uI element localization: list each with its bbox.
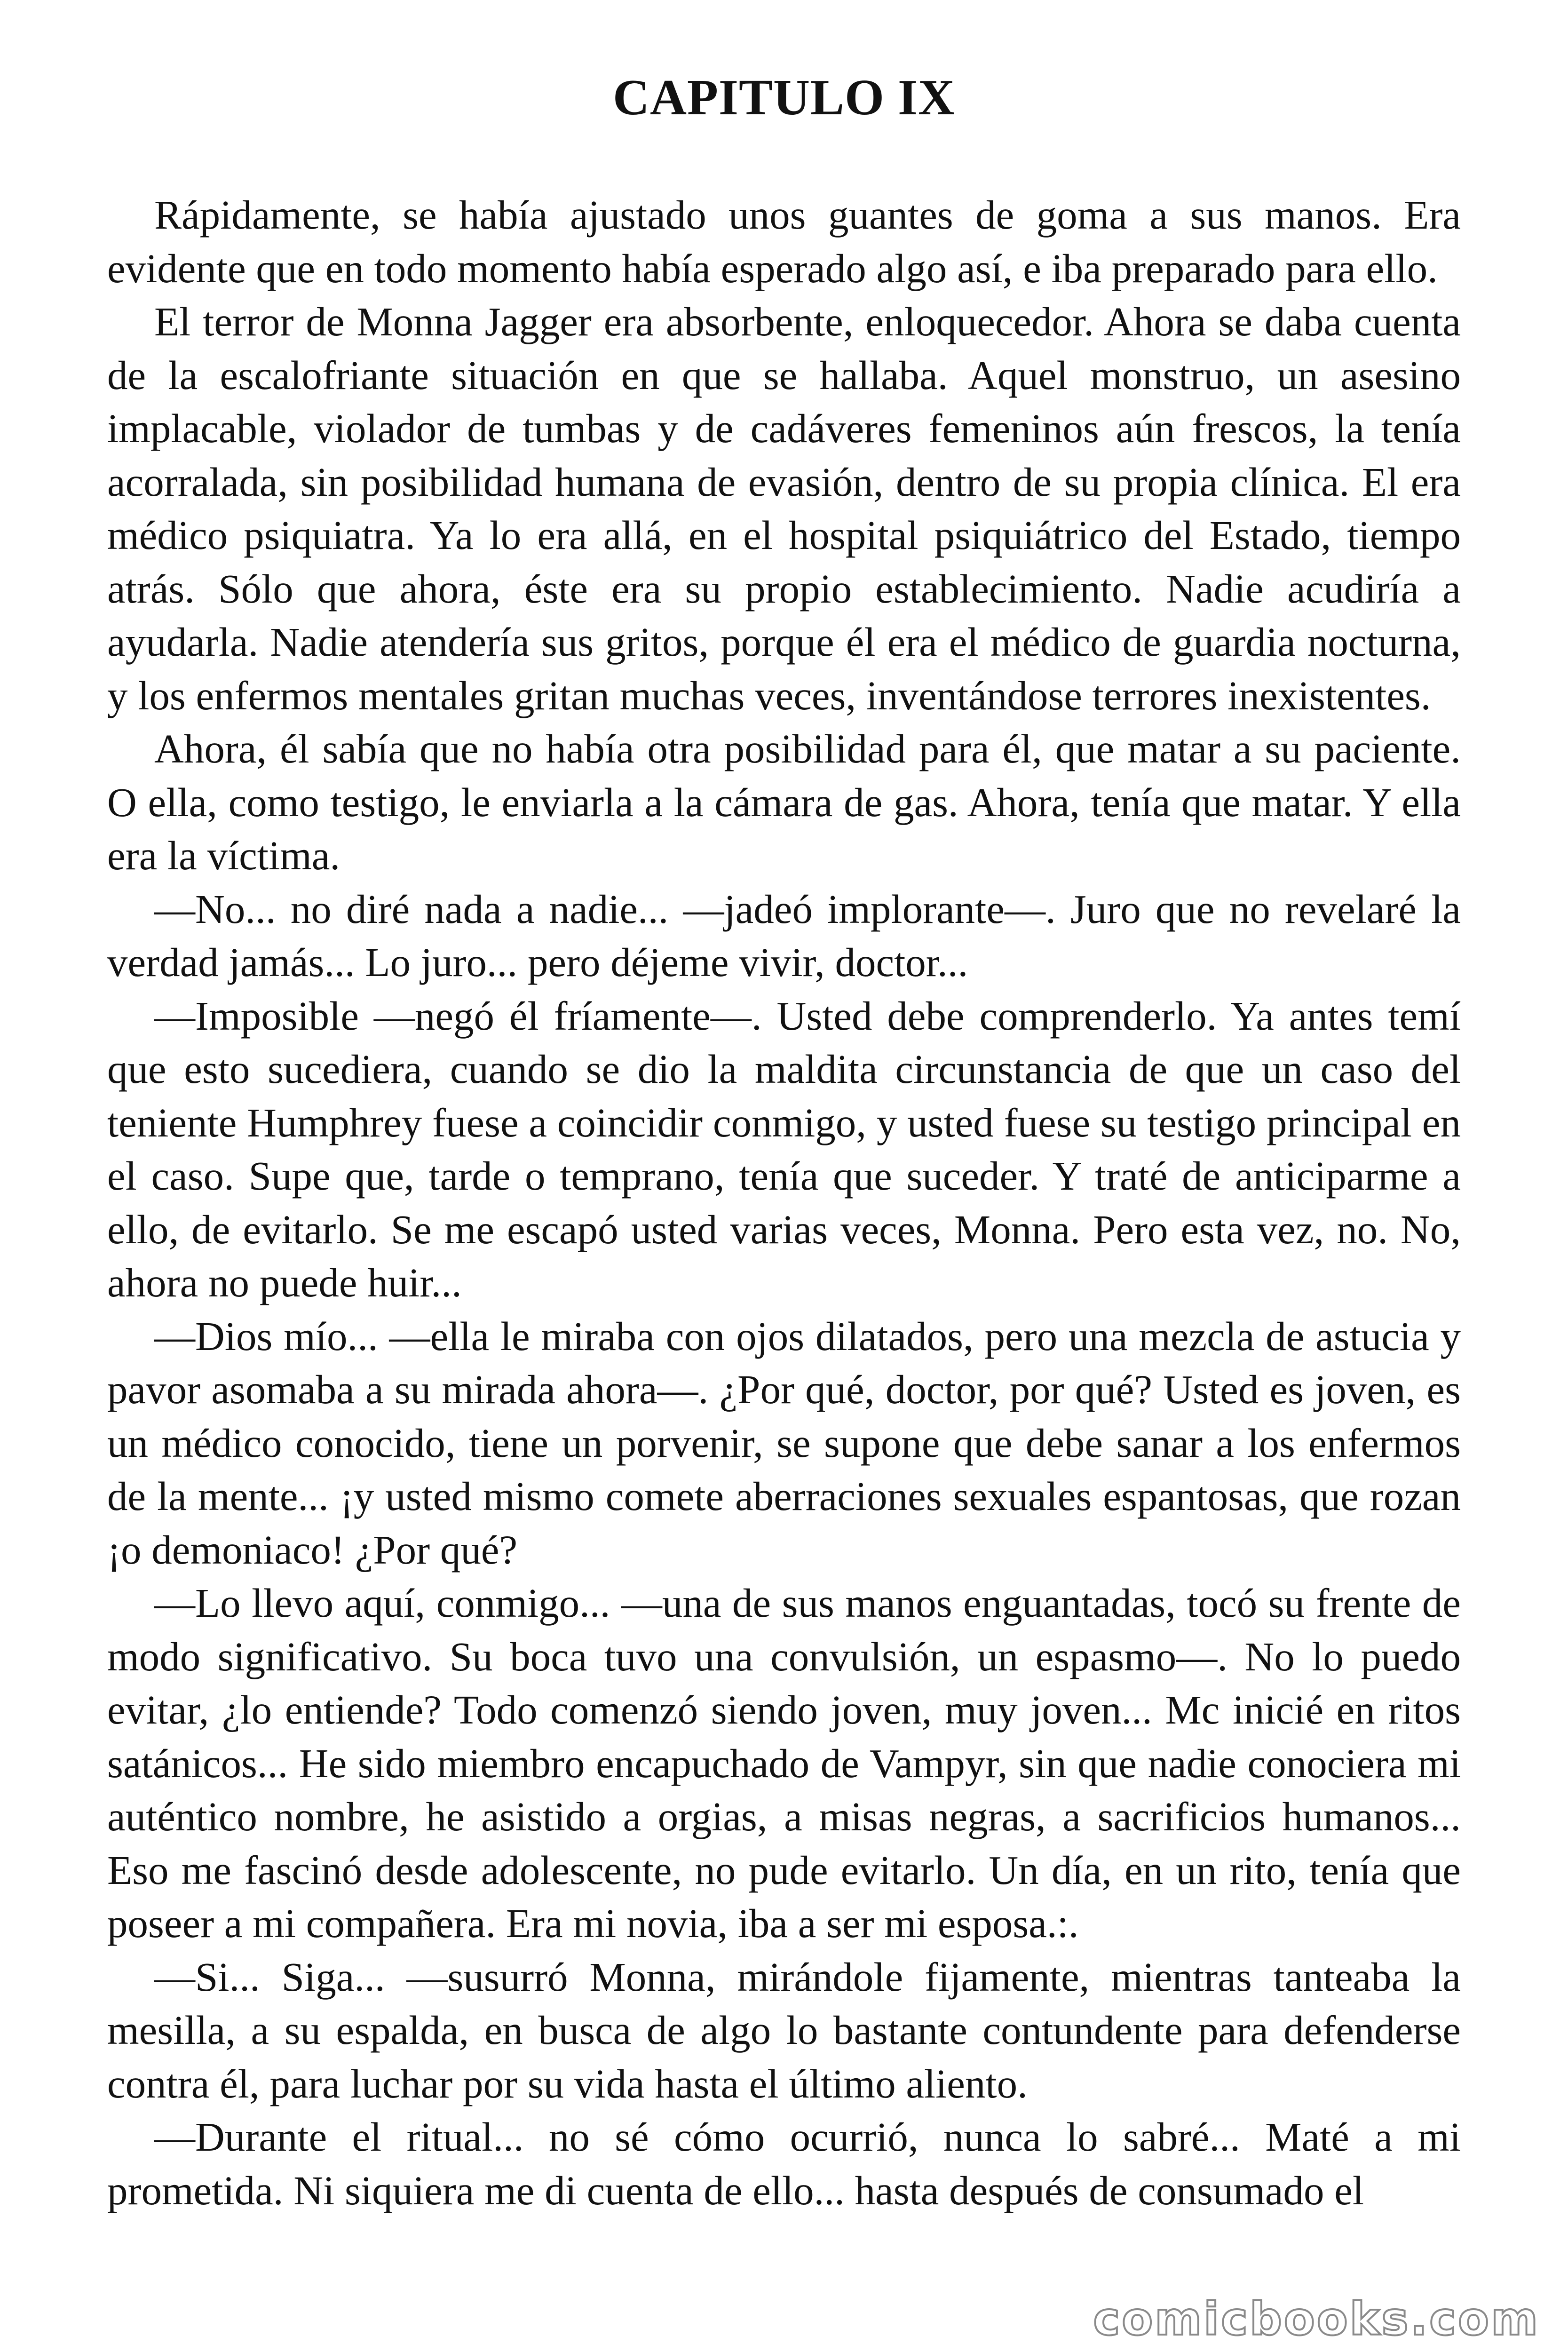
paragraph-8: —Si... Siga... —susurró Monna, mirándole fijamente, mientras tanteaba la mesilla, a su espalda, en busca de algo lo bastante contundente para defenderse contra él, para luchar por su vida hasta el último aliento. [107, 1954, 1461, 2106]
paragraph-7: —Lo llevo aquí, conmigo... —una de sus manos enguantadas, tocó su frente de modo significativo. Su boca tuvo una convulsión, un espasmo—. No lo puedo evitar, ¿lo entiende? Todo comenzó siendo joven, muy joven... Mc inicié en ritos satánicos... He sido miembro encapuchado de Vampyr, sin que nadie conociera mi auténtico nombre, he asistido a orgias, a misas negras, a sacrificios humanos... Eso me fascinó desde adolescente, no pude evitarlo. Un día, en un rito, tenía que poseer a mi compañera. Era mi novia, iba a ser mi esposa.:. [107, 1580, 1461, 1946]
paragraph-5: —Imposible —negó él fríamente—. Usted debe comprenderlo. Ya antes temí que esto sucediera, cuando se dio la maldita circunstancia de que un caso del teniente Humphrey fuese a coincidir conmigo, y usted fuese su testigo principal en el caso. Supe que, tarde o temprano, tenía que suceder. Y traté de anticiparme a ello, de evitarlo. Se me escapó usted varias veces, Monna. Pero esta vez, no. No, ahora no puede huir... [107, 993, 1461, 1305]
paragraph-6: —Dios mío... —ella le miraba con ojos dilatados, pero una mezcla de astucia y pavor asomaba a su mirada ahora—. ¿Por qué, doctor, por qué? Usted es joven, es un médico conocido, tiene un porvenir, se supone que debe sanar a los enfermos de la mente... ¡y usted mismo comete aberraciones sexuales espantosas, que rozan ¡o demoniaco! ¿Por qué? [107, 1313, 1461, 1573]
paragraph-9: —Durante el ritual... no sé cómo ocurrió, nunca lo sabré... Maté a mi prometida. Ni siquiera me di cuenta de ello... hasta después de consumado el [107, 2114, 1461, 2213]
paragraph-2: El terror de Monna Jagger era absorbente, enloquecedor. Ahora se daba cuenta de la escalofriante situación en que se hallaba. Aquel monstruo, un asesino implacable, violador de tumbas y de cadáveres femeninos aún frescos, la tenía acorralada, sin posibilidad humana de evasión, dentro de su propia clínica. El era médico psiquiatra. Ya lo era allá, en el hospital psiquiátrico del Estado, tiempo atrás. Sólo que ahora, éste era su propio establecimiento. Nadie acudiría a ayudarla. Nadie atendería sus gritos, porque él era el médico de guardia nocturna, y los enfermos mentales gritan muchas veces, inventándose terrores inexistentes. [107, 299, 1461, 718]
paragraph-3: Ahora, él sabía que no había otra posibilidad para él, que matar a su paciente. O ella, como testigo, le enviarla a la cámara de gas. Ahora, tenía que matar. Y ella era la víctima. [107, 726, 1461, 878]
paragraph-4: —No... no diré nada a nadie... —jadeó implorante—. Juro que no revelaré la verdad jamás... Lo juro... pero déjeme vivir, doctor... [107, 886, 1461, 985]
watermark-logo: comicbooks.com [1093, 2293, 1540, 2345]
chapter-body [107, 188, 1461, 2217]
chapter-title: CAPITULO IX [612, 70, 956, 126]
paragraph-1: Rápidamente, se había ajustado unos guantes de goma a sus manos. Era evidente que en todo momento había esperado algo así, e iba preparado para ello. [107, 192, 1461, 291]
